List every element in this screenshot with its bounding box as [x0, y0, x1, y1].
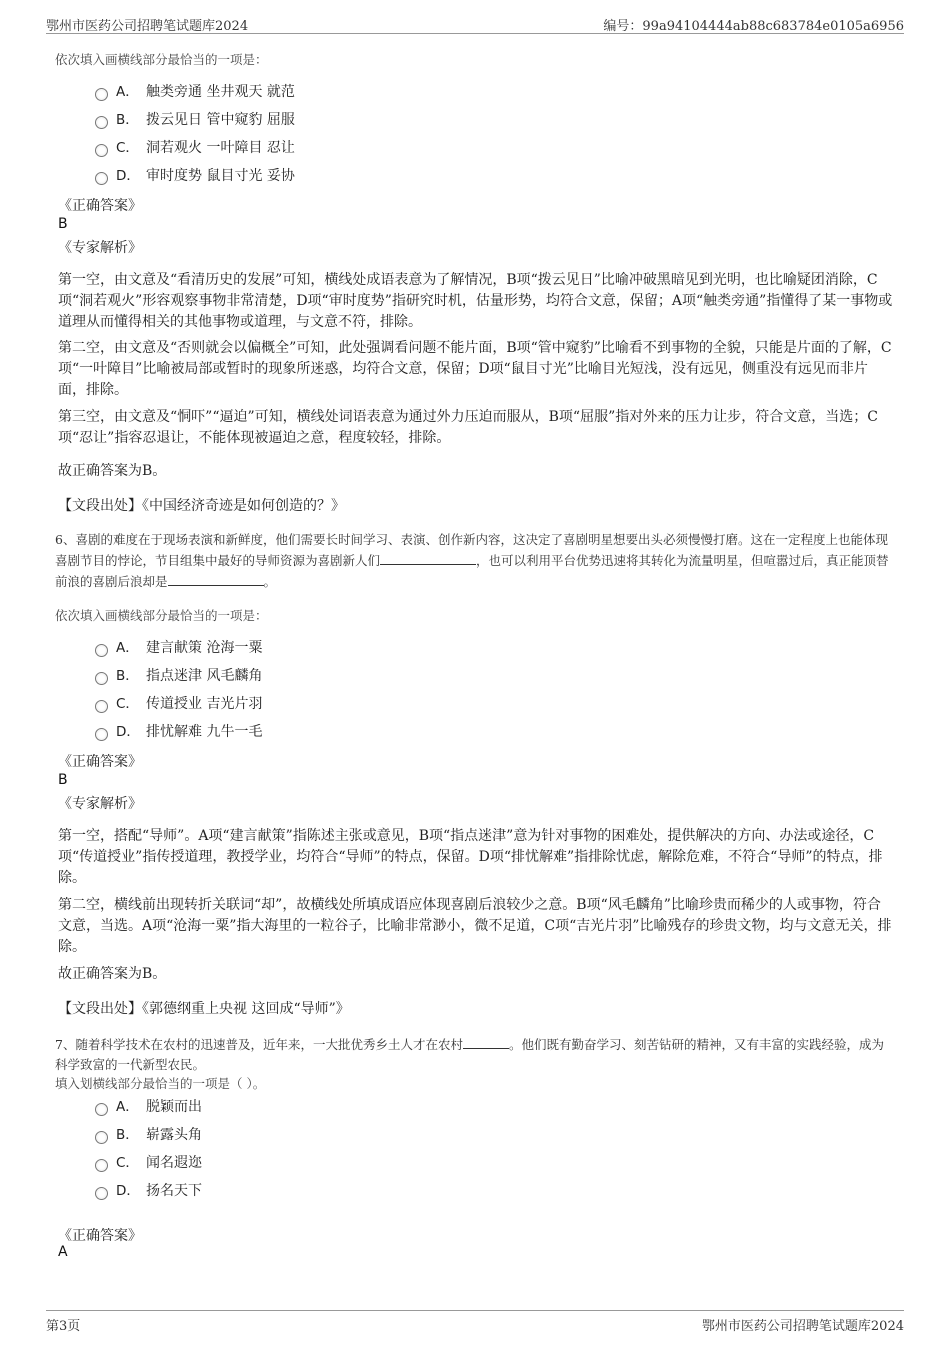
q6-prompt: 依次填入画横线部分最恰当的一项是： [55, 608, 268, 623]
q7-option-a[interactable]: A． 脱颖而出 [95, 1097, 202, 1117]
q7-option-c[interactable]: C． 闻名遐迩 [95, 1153, 202, 1173]
radio-icon[interactable] [95, 1187, 108, 1200]
q6-analysis-para-2: 第二空，横线前出现转折关联词“却”，故横线处所填成语应体现喜剧后浪较少之意。B项“风毛麟角”比喻珍贵而稀少的人或事物，符合文意，当选。A项“沧海一粟”指大海里的一粒谷子，比喻非常渺小，微不足道，C项“吉光片羽”比喻残存的珍贵文物，均与文意无关，排除。 [58, 897, 892, 955]
header-title: 鄂州市医药公司招聘笔试题库2024 [46, 19, 249, 34]
q6-option-c[interactable]: C． 传道授业 吉光片羽 [95, 694, 262, 714]
q5-prompt: 依次填入画横线部分最恰当的一项是： [55, 52, 268, 67]
q5-analysis-para-3: 第三空，由文意及“恫吓”“逼迫”可知，横线处词语表意为通过外力压迫而服从，B项“屈服”指对外来的压力让步，符合文意，当选；C项“忍让”指容忍退让，不能体现被逼迫之意，程度较轻，排除。 [58, 409, 878, 446]
q7-answer-label: 《正确答案》 [58, 1228, 142, 1244]
q5-answer-label: 《正确答案》 [58, 198, 142, 214]
radio-icon[interactable] [95, 700, 108, 713]
q5-option-b[interactable]: B． 拨云见日 管中窥豹 屈服 [95, 110, 295, 130]
q5-conclusion: 故正确答案为B。 [58, 463, 167, 479]
q6-analysis-label: 《专家解析》 [58, 796, 142, 812]
q6-source: 【文段出处】《郭德纲重上央视 这回成“导师”》 [58, 1001, 350, 1017]
q5-analysis-label: 《专家解析》 [58, 240, 142, 256]
q6-blank-2 [168, 571, 264, 586]
radio-icon[interactable] [95, 1159, 108, 1172]
page-header [46, 13, 904, 34]
q7-answer: A [58, 1244, 68, 1260]
q6-answer: B [58, 772, 68, 788]
q6-option-b[interactable]: B． 指点迷津 风毛麟角 [95, 666, 262, 686]
q5-analysis-para-1: 第一空，由文意及“看清历史的发展”可知，横线处成语表意为了解情况，B项“拨云见日”比喻冲破黑暗见到光明，也比喻疑团消除，C项“洞若观火”形容观察事物非常清楚，D项“审时度势”指研究时机，估量形势，均符合文意，保留；A项“触类旁通”指懂得了某一事物或道理从而懂得相关的其他事物或道理，与文意不符，排除。 [58, 272, 893, 330]
q5-analysis-para-2: 第二空，由文意及“否则就会以偏概全”可知，此处强调看问题不能片面，B项“管中窥豹”比喻看不到事物的全貌，只能是片面的了解，C项“一叶障目”比喻被局部或暂时的现象所迷惑，均符合文意，保留；D项“鼠目寸光”比喻目光短浅，没有远见，侧重没有远见而非片面，排除。 [58, 340, 892, 398]
q5-option-c[interactable]: C． 洞若观火 一叶障目 忍让 [95, 138, 295, 158]
q6-conclusion: 故正确答案为B。 [58, 966, 167, 982]
footer-title: 鄂州市医药公司招聘笔试题库2024 [701, 1319, 904, 1334]
q7-prompt: 填入划横线部分最恰当的一项是（ ）。 [55, 1076, 266, 1091]
q6-option-d[interactable]: D． 排忧解难 九牛一毛 [95, 722, 262, 742]
radio-icon[interactable] [95, 172, 108, 185]
radio-icon[interactable] [95, 144, 108, 157]
q5-answer: B [58, 216, 68, 232]
q7-blank [463, 1034, 509, 1049]
q5-source: 【文段出处】《中国经济奇迹是如何创造的？》 [58, 498, 345, 514]
q6-option-a[interactable]: A． 建言献策 沧海一粟 [95, 638, 262, 658]
radio-icon[interactable] [95, 644, 108, 657]
radio-icon[interactable] [95, 672, 108, 685]
q6-answer-label: 《正确答案》 [58, 754, 142, 770]
q5-option-a[interactable]: A． 触类旁通 坐井观天 就范 [95, 82, 295, 102]
q6-question-text: 6、喜剧的难度在于现场表演和新鲜度，他们需要长时间学习、表演、创作新内容，这决定了喜剧明星想要出头必须慢慢打磨。这在一定程度上也能体现喜剧节目的悖论，节目组集中最好的导师资源为喜剧新人们 ，也可以利用平台优势迅速将其转化为流量明星，但喧嚣过后，真正能顶替前浪的喜剧后浪却是 。 [55, 532, 889, 589]
q7-option-d[interactable]: D． 扬名天下 [95, 1181, 202, 1201]
radio-icon[interactable] [95, 116, 108, 129]
radio-icon[interactable] [95, 728, 108, 741]
q7-question-text: 7、随着科学技术在农村的迅速普及，近年来，一大批优秀乡土人才在农村 。他们既有勤奋学习、刻苦钻研的精神，又有丰富的实践经验，成为科学致富的一代新型农民。 [55, 1034, 895, 1075]
q6-blank-1 [380, 550, 476, 565]
radio-icon[interactable] [95, 88, 108, 101]
q6-analysis-para-1: 第一空，搭配“导师”。A项“建言献策”指陈述主张或意见，B项“指点迷津”意为针对事物的困难处，提供解决的方向、办法或途径，C项“传道授业”指传授道理，教授学业，均符合“导师”的特点，保留。D项“排忧解难”指排除忧虑，解除危难，不符合“导师”的特点，排除。 [58, 828, 883, 886]
q5-option-d[interactable]: D． 审时度势 鼠目寸光 妥协 [95, 166, 295, 186]
footer-page-number: 第3页 [46, 1319, 81, 1334]
header-serial: 编号：99a94104444ab88c683784e0105a6956 [603, 19, 904, 34]
q7-option-b[interactable]: B． 崭露头角 [95, 1125, 202, 1145]
radio-icon[interactable] [95, 1131, 108, 1144]
page-footer [46, 1310, 904, 1334]
radio-icon[interactable] [95, 1103, 108, 1116]
